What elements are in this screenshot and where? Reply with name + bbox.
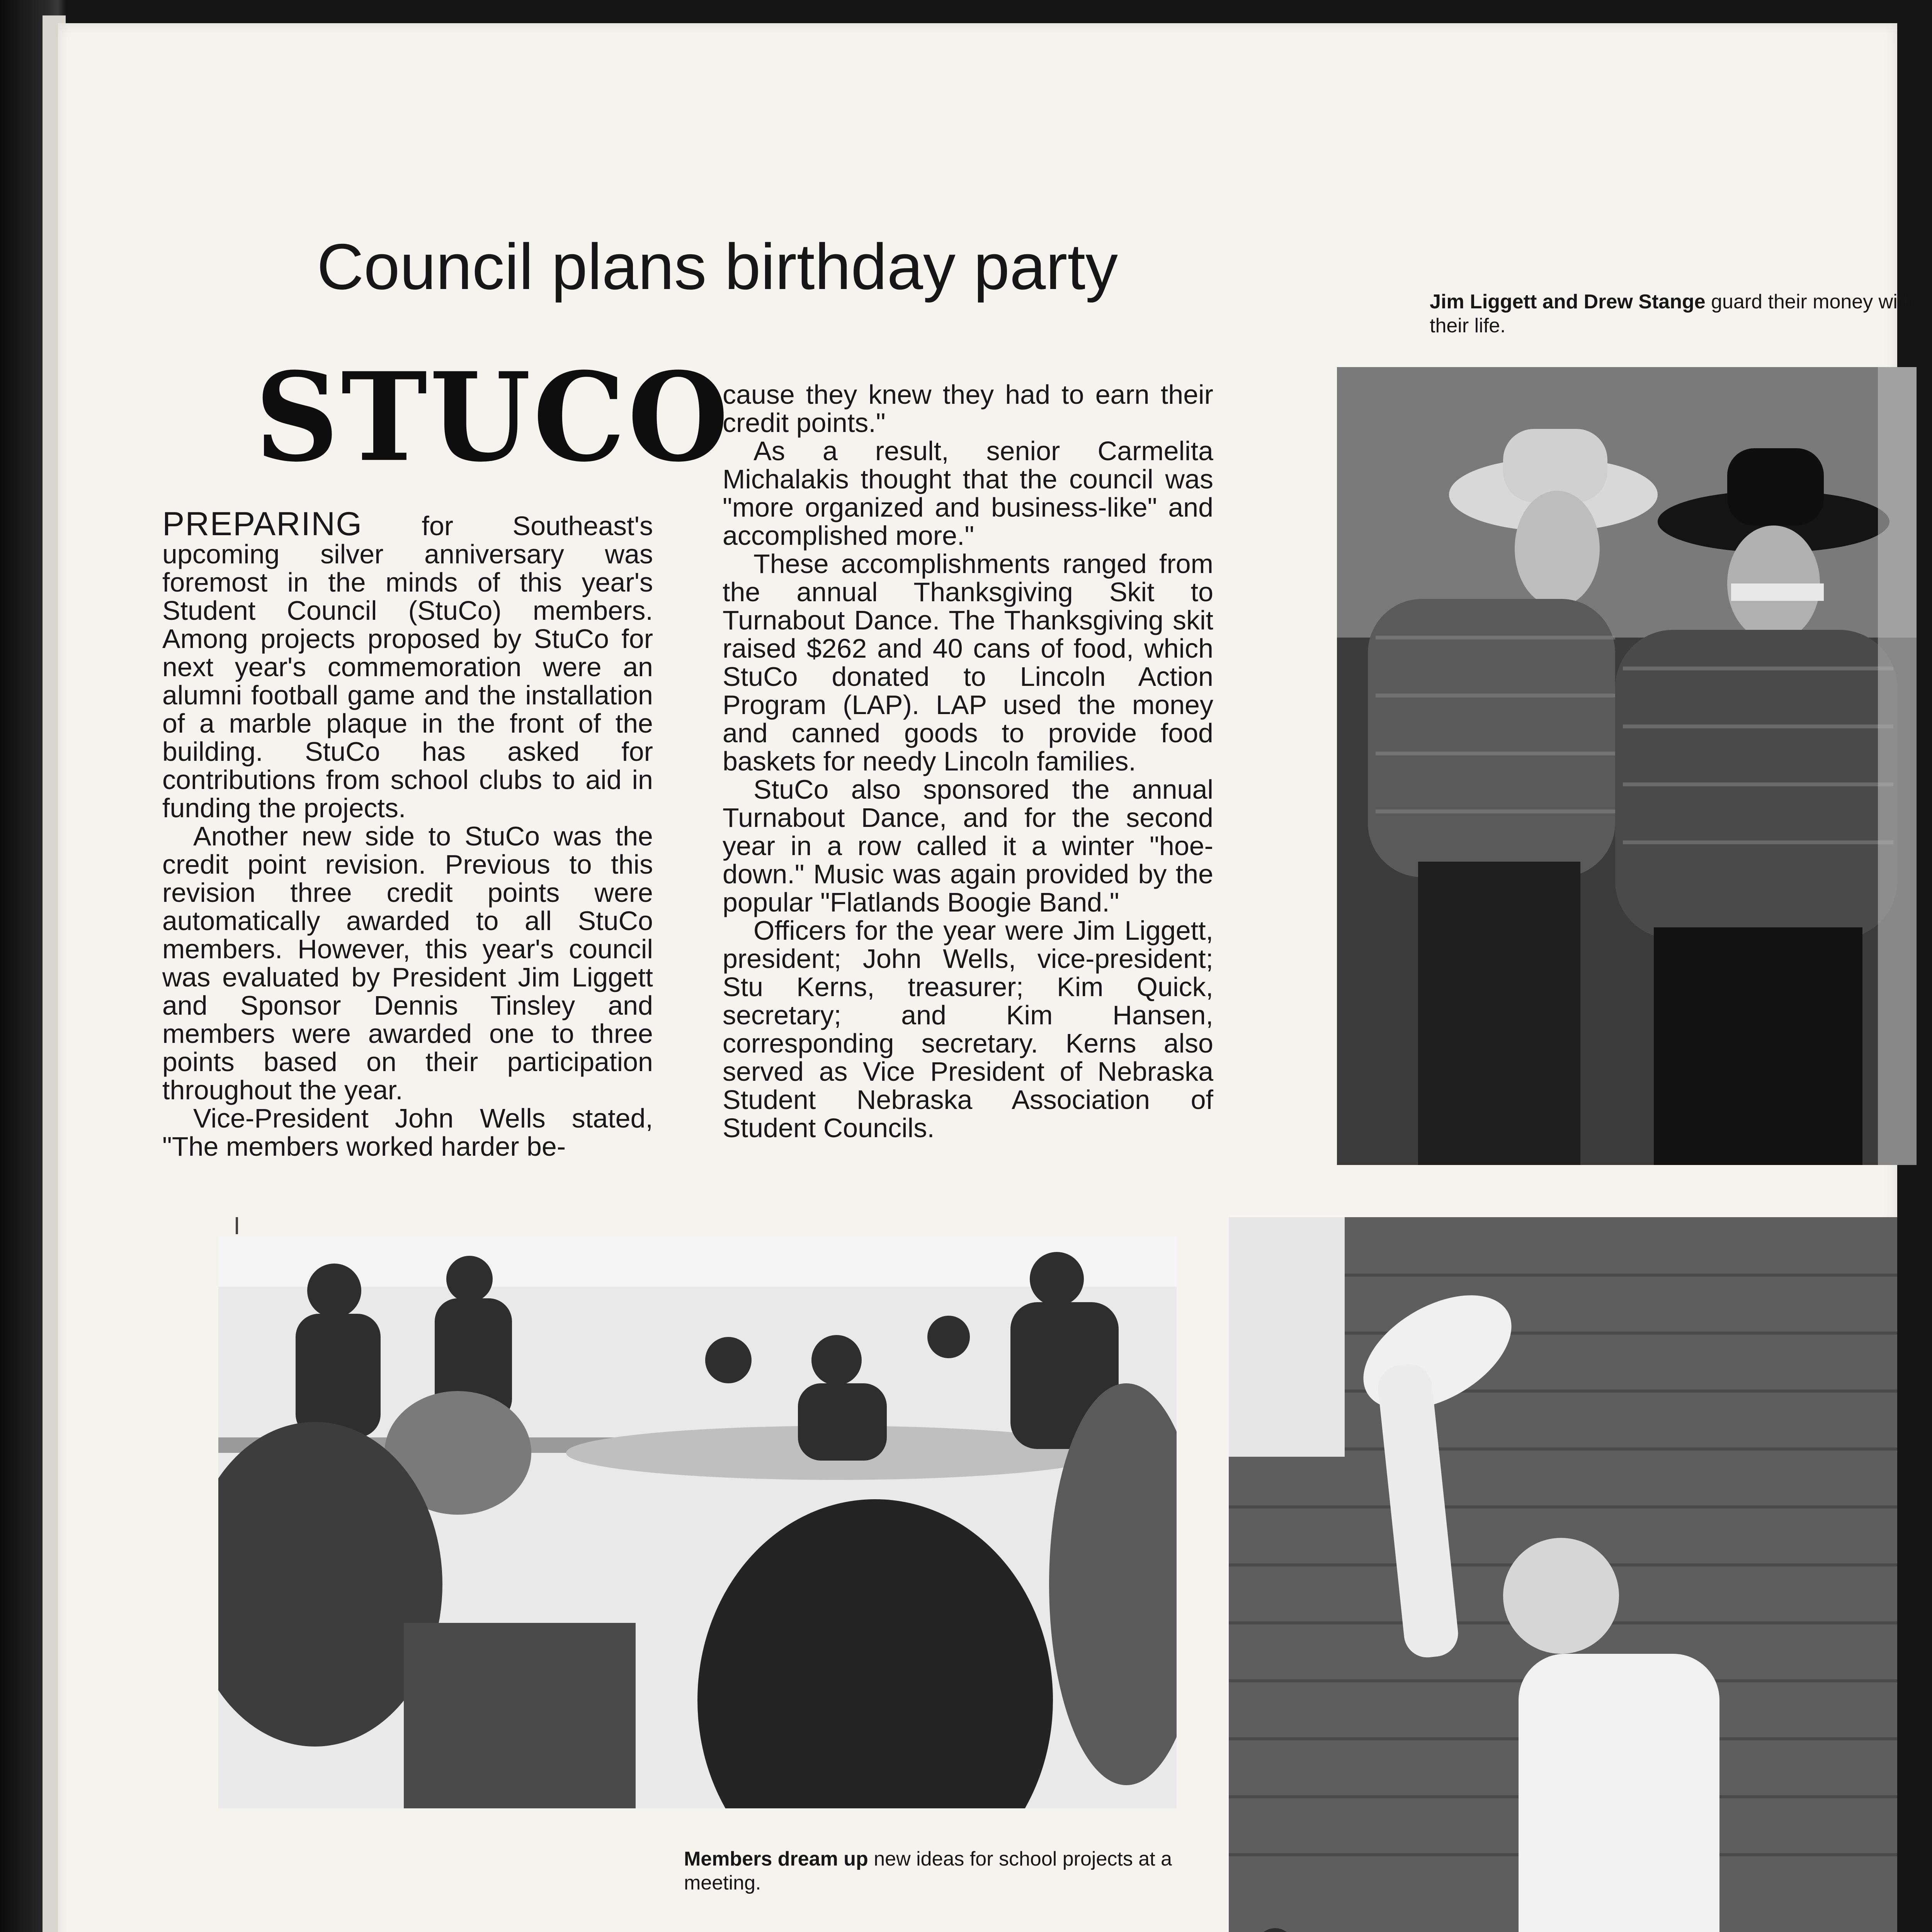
paragraph-text: for Southeast's upcoming silver anniversary was foremost in the minds of this year's Student Council (StuCo) members. Among projects proposed by StuCo for next year's commemoration were an alumni football game and the installation of a marble plaque in the front of the building. StuCo has asked for contributions from school clubs to aid in funding the projects. [162, 511, 653, 823]
caption-cowboys [1430, 290, 1917, 338]
article-paragraph: StuCo also sponsored the annual Turnabout Dance, and for the second year in a row called it a winter "hoe-down." Music was again provided by the popular "Flatlands Boogie Band." [723, 774, 1213, 917]
photo-cowboys-drawing [1337, 367, 1917, 1165]
caption-meeting [684, 1847, 1182, 1895]
article-paragraph: As a result, senior Carmelita Michalakis thought that the council was "more organized and business-like" and accomplished more." [723, 436, 1213, 551]
article-column-1 [162, 505, 653, 1162]
article-paragraph: These accomplishments ranged from the annual Thanksgiving Skit to Turnabout Dance. The Thanksgiving skit raised $262 and 40 cans of food, which StuCo donated to Lincoln Action Program (LAP). LAP used the money and canned goods to provide food baskets for needy Lincoln families. [723, 549, 1213, 776]
photo-lauterbach [1229, 1217, 1897, 1932]
caption-bold-lead: Jim Liggett and Drew Stange [1430, 291, 1706, 313]
article-paragraph [162, 505, 653, 823]
photo-cowboys [1337, 367, 1917, 1165]
article-paragraph: Another new side to StuCo was the credit point revision. Previous to this revision three credit points were automatically awarded to all StuCo members. However, this year's council was evaluated by President Jim Liggett and Sponsor Dennis Tinsley and members were awarded one to three points based on their participation throughout the year. [162, 821, 653, 1105]
headline: Council plans birthday party [317, 230, 1118, 303]
dropcap-word: PREPARING [162, 505, 363, 543]
caption-text: guard their money with their life. [1430, 291, 1915, 337]
photo-meeting-drawing [218, 1236, 1177, 1808]
caption-bold-lead: Members dream up [684, 1848, 868, 1870]
photo-meeting [218, 1236, 1177, 1808]
article-paragraph: Vice-President John Wells stated, "The members worked harder be- [162, 1103, 653, 1162]
article-paragraph: cause they knew they had to earn their credit points." [723, 379, 1213, 438]
article-paragraph: Officers for the year were Jim Liggett, president; John Wells, vice-president; Stu Kerns, treasurer; Kim Quick, secretary; and Kim Hansen, corresponding secretary. Kerns also served as Vice President of Nebraska Student Nebraska Association of Student Councils. [723, 915, 1213, 1143]
section-logo: STUCO [255, 345, 731, 489]
caption-text: new ideas for school projects at a meeting. [684, 1848, 1172, 1894]
print-mark [236, 1217, 238, 1234]
article-column-2 [723, 381, 1213, 1142]
photo-lauterbach-drawing [1229, 1217, 1897, 1932]
